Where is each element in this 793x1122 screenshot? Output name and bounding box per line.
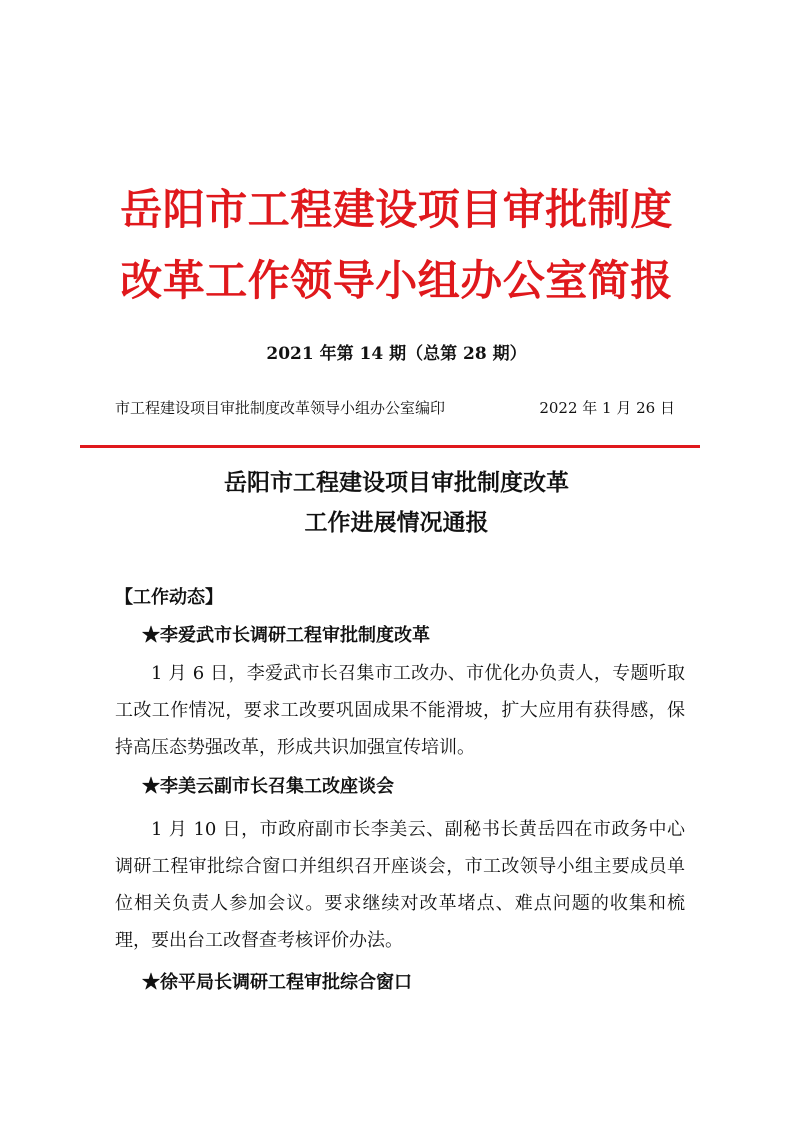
masthead-title-line-2: 改革工作领导小组办公室简报 (120, 256, 673, 305)
item-body-2: 1 月 10 日，市政府副市长李美云、副秘书长黄岳四在市政务中心调研工程审批综合窗口并组织召开座谈会，市工改领导小组主要成员单位相关负责人参加会议。要求继续对改革堵点、难点问题的收集和梳理，要出台工改督查考核评价办法。 (115, 819, 685, 951)
issue-number: 2021 年第 14 期（总第 28 期） (266, 344, 527, 364)
issue-date: 2022 年 1 月 26 日 (539, 399, 675, 417)
red-divider-line (80, 445, 700, 448)
item-heading-1: ★李爱武市长调研工程审批制度改革 (142, 625, 430, 646)
item-heading-3: ★徐平局长调研工程审批综合窗口 (142, 972, 412, 993)
editor-unit: 市工程建设项目审批制度改革领导小组办公室编印 (115, 399, 446, 417)
article-title-line-1: 岳阳市工程建设项目审批制度改革 (224, 470, 569, 496)
item-body-1: 1 月 6 日，李爱武市长召集市工改办、市优化办负责人，专题听取工改工作情况，要求工改要巩固成果不能滑坡，扩大应用有获得感，保持高压态势强改革，形成共识加强宣传培训。 (115, 663, 685, 758)
section-label: 【工作动态】 (115, 587, 223, 608)
article-title-line-2: 工作进展情况通报 (304, 510, 489, 536)
item-heading-2: ★李美云副市长召集工改座谈会 (142, 776, 394, 797)
masthead-title-line-1: 岳阳市工程建设项目审批制度 (120, 185, 673, 234)
